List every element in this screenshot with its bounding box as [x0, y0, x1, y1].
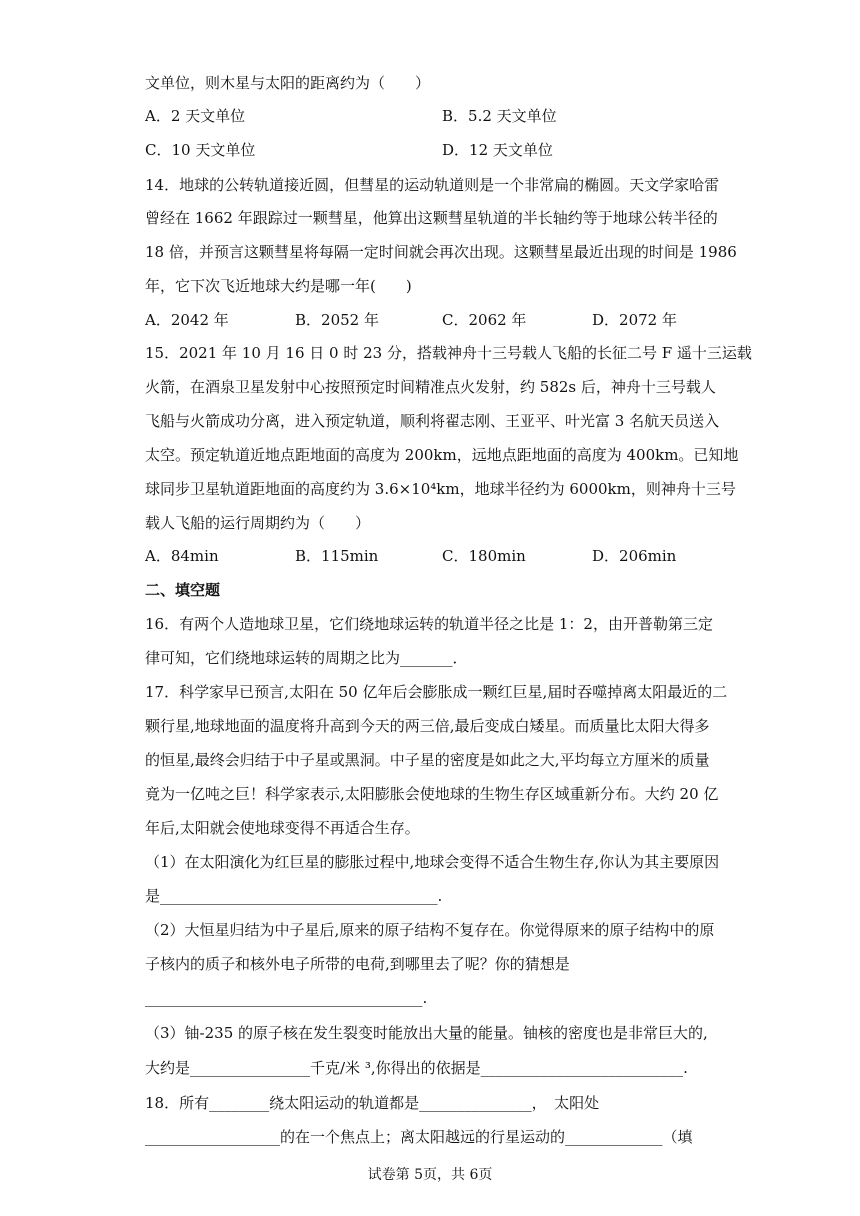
- q13-stem-end: 文单位，则木星与太阳的距离约为（ ）: [145, 74, 431, 92]
- q17-sub2-line-2: 子核内的质子和核外电子所带的电荷,到哪里去了呢？你的猜想是: [145, 955, 570, 973]
- q17-sub1-line-2: 是_____________________________________.: [145, 887, 443, 905]
- q17-line-2: 颗行星,地球地面的温度将升高到今天的两三倍,最后变成白矮星。而质量比太阳大得多: [145, 717, 710, 735]
- q15-option-c: C．180min: [442, 547, 526, 565]
- q17-line-4: 竟为一亿吨之巨！科学家表示,太阳膨胀会使地球的生物生存区域重新分布。大约 20 亿: [145, 785, 719, 803]
- q16-line-2: 律可知，它们绕地球运转的周期之比为_______．: [145, 649, 468, 667]
- q16-line-1: 16．有两个人造地球卫星，它们绕地球运转的轨道半径之比是 1：2，由开普勒第三定: [145, 615, 713, 633]
- q15-line-4: 太空。预定轨道近地点距地面的高度为 200km，远地点距地面的高度为 400km。已知地: [145, 446, 739, 464]
- q17-line-5: 年后,太阳就会使地球变得不再适合生存。: [145, 819, 420, 837]
- q17-sub3-line-2: 大约是________________千克/米 ³,你得出的依据是___________________________.: [145, 1059, 688, 1077]
- q15-line-2: 火箭，在酒泉卫星发射中心按照预定时间精准点火发射，约 582s 后，神舟十三号载人: [145, 378, 716, 396]
- q15-line-3: 飞船与火箭成功分离，进入预定轨道，顺利将翟志刚、王亚平、叶光富 3 名航天员送入: [145, 412, 720, 430]
- q15-line-6: 载人飞船的运行周期约为（ ）: [145, 514, 371, 532]
- q15-option-a: A．84min: [145, 547, 219, 565]
- section-heading-fill-in: 二、填空题: [145, 581, 221, 599]
- q15-line-5: 球同步卫星轨道距地面的高度约为 3.6×10⁴km，地球半径约为 6000km，则神舟十三号: [145, 480, 736, 498]
- q14-option-d: D．2072 年: [592, 311, 677, 329]
- q18-line-2: __________________的在一个焦点上；离太阳越远的行星运动的_____________（填: [145, 1128, 693, 1146]
- q14-option-a: A．2042 年: [145, 311, 229, 329]
- q15-option-d: D．206min: [592, 547, 677, 565]
- q17-sub1-line-1: （1）在太阳演化为红巨星的膨胀过程中,地球会变得不适合生物生存,你认为其主要原因: [145, 853, 720, 871]
- q13-option-c: C．10 天文单位: [145, 141, 256, 159]
- q17-sub3-line-1: （3）铀-235 的原子核在发生裂变时能放出大量的能量。铀核的密度也是非常巨大的,: [145, 1024, 708, 1042]
- q14-option-b: B．2052 年: [295, 311, 379, 329]
- q13-option-b: B．5.2 天文单位: [442, 107, 557, 125]
- q13-option-a: A．2 天文单位: [145, 107, 246, 125]
- q14-line-4: 年，它下次飞近地球大约是哪一年( ): [145, 277, 412, 295]
- q14-line-3: 18 倍，并预言这颗彗星将每隔一定时间就会再次出现。这颗彗星最近出现的时间是 1986: [145, 243, 737, 261]
- page-footer: 试卷第 5页，共 6页: [367, 1167, 493, 1183]
- q17-sub2-line-1: （2）大恒星归结为中子星后,原来的原子结构不复存在。你觉得原来的原子结构中的原: [145, 921, 715, 939]
- q14-option-c: C．2062 年: [442, 311, 527, 329]
- q14-line-2: 曾经在 1662 年跟踪过一颗彗星，他算出这颗彗星轨道的半长轴约等于地球公转半径的: [145, 209, 718, 227]
- q18-line-1: 18．所有________绕太阳运动的轨道都是_______________， 太阳处: [145, 1094, 600, 1112]
- q14-line-1: 14．地球的公转轨道接近圆，但彗星的运动轨道则是一个非常扁的椭圆。天文学家哈雷: [145, 176, 720, 194]
- q15-line-1: 15．2021 年 10 月 16 日 0 时 23 分，搭载神舟十三号载人飞船的长征二号 F 遥十三运载: [145, 344, 752, 362]
- q17-line-1: 17．科学家早已预言,太阳在 50 亿年后会膨胀成一颗红巨星,届时吞噬掉离太阳最近的二: [145, 683, 728, 701]
- q15-option-b: B．115min: [295, 547, 379, 565]
- q17-sub2-line-3: _____________________________________.: [145, 989, 428, 1007]
- q13-option-d: D．12 天文单位: [442, 141, 553, 159]
- q17-line-3: 的恒星,最终会归结于中子星或黑洞。中子星的密度是如此之大,平均每立方厘米的质量: [145, 751, 710, 769]
